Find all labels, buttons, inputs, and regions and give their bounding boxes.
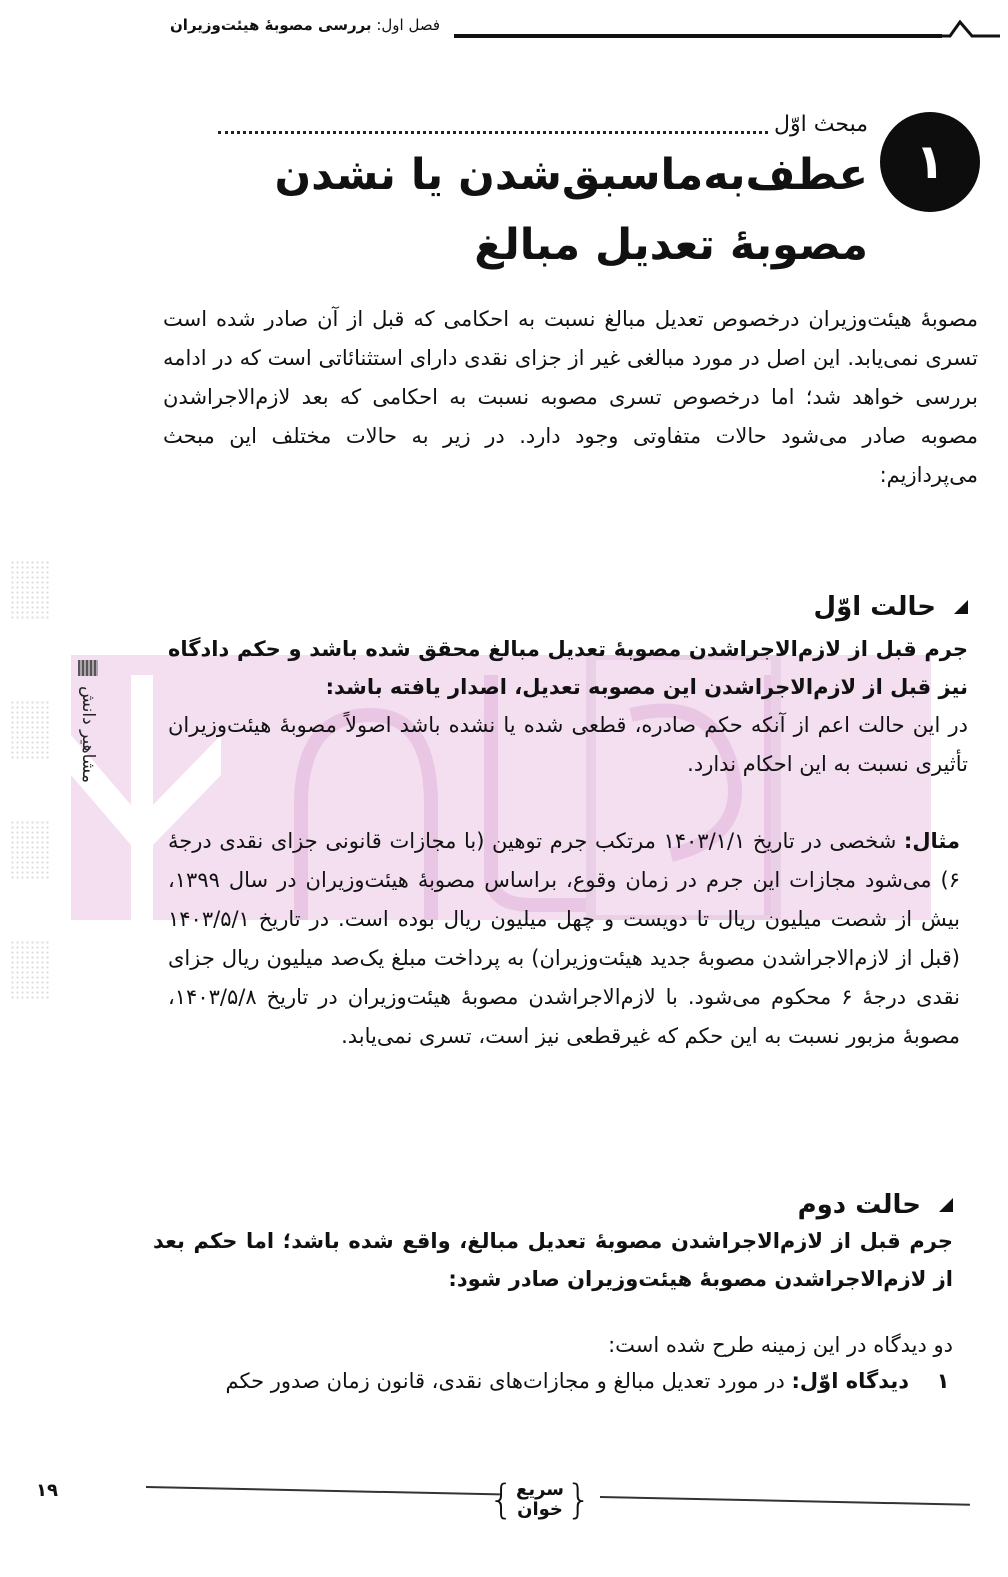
case-condition: جرم قبل از لازم‌الاجراشدن مصوبهٔ تعدیل مبالغ محقق شده باشد و حکم دادگاه نیز قبل از لازم‌الاجراشدن این مصوبه تعدیل، اصدار یافته باشد:	[168, 637, 968, 699]
section-number-badge	[880, 112, 980, 212]
brand-logo	[490, 1470, 590, 1530]
brand-line-2: خوان	[517, 1499, 563, 1520]
section-kicker	[218, 112, 868, 137]
triangle-bullet-icon	[939, 1198, 953, 1212]
brace-right-icon: }	[565, 1477, 592, 1523]
running-header	[170, 14, 1000, 44]
case-heading-label: حالت اوّل	[813, 592, 936, 622]
viewpoint-label: دیدگاه اوّل:	[791, 1369, 909, 1393]
scan-noise	[10, 700, 50, 760]
section-kicker-label: مبحث اوّل	[774, 112, 868, 137]
viewpoint-number: ۱	[936, 1369, 950, 1393]
scan-noise	[10, 820, 50, 880]
header-peak-ornament	[940, 20, 1000, 40]
scan-noise	[10, 940, 50, 1000]
section-title: عطف‌به‌ماسبق‌شدن یا نشدن مصوبهٔ تعدیل مبالغ	[274, 150, 868, 270]
viewpoints-intro: دو دیدگاه در این زمینه طرح شده است:	[608, 1333, 953, 1357]
brace-left-icon: {	[488, 1477, 515, 1523]
chapter-title: بررسی مصوبهٔ هیئت‌وزیران	[170, 16, 372, 34]
brand-line-1: سریع	[516, 1479, 564, 1500]
footer-rule-left	[146, 1486, 500, 1495]
viewpoint-text: در مورد تعدیل مبالغ و مجازات‌های نقدی، قانون زمان صدور حکم	[225, 1369, 785, 1393]
intro-paragraph: مصوبهٔ هیئت‌وزیران درخصوص تعدیل مبالغ نسبت به احکامی که قبل از آن صادر شده است تسری نمی‌یابد. این اصل در مورد مبالغی غیر از جزای نقدی دارای استثنائاتی است که در ادامه بررسی خواهد شد؛ اما درخصوص تسری مصوبه نسبت به احکامی که بعد لازم‌الاجراشدن مصوبه صادر می‌شود حالات متفاوتی وجود دارد. در زیر به حالات مختلف این مبحث می‌پردازیم:	[163, 307, 978, 487]
watermark-side-label	[74, 660, 102, 880]
page-footer	[0, 1470, 1008, 1540]
case-heading-first	[814, 592, 968, 622]
watermark-brand-text: مشاهیر دانش	[78, 686, 98, 784]
case-heading-label: حالت دوم	[797, 1190, 921, 1220]
dotted-leader	[218, 121, 768, 134]
triangle-bullet-icon	[954, 600, 968, 614]
example-paragraph	[168, 822, 960, 1056]
qr-code-icon	[78, 660, 98, 676]
case-condition: جرم قبل از لازم‌الاجراشدن مصوبهٔ تعدیل مبالغ، واقع شده باشد؛ اما حکم بعد از لازم‌الاجراشدن مصوبهٔ هیئت‌وزیران صادر شود:	[153, 1229, 953, 1291]
scan-noise	[10, 560, 50, 620]
example-label: مثال:	[903, 829, 961, 853]
page-number: ۱۹	[36, 1480, 58, 1501]
example-text: شخصی در تاریخ ۱۴۰۳/۱/۱ مرتکب جرم توهین (با مجازات قانونی جزای نقدی درجهٔ ۶) می‌شود مجازات این جرم در زمان وقوع، براساس مصوبهٔ هیئت‌وزیران در سال ۱۳۹۹، بیش از شصت میلیون ریال تا دویست و چهل میلیون ریال بوده است. در تاریخ ۱۴۰۳/۵/۱ (قبل از لازم‌الاجراشدن مصوبهٔ جدید هیئت‌وزیران) به پرداخت مبلغ یک‌صد میلیون ریال جزای نقدی درجهٔ ۶ محکوم می‌شود. با لازم‌الاجراشدن مصوبهٔ هیئت‌وزیران در تاریخ ۱۴۰۳/۵/۸، مصوبهٔ مزبور نسبت به این حکم که غیرقطعی نیز است، تسری نمی‌یابد.	[168, 829, 961, 1048]
brand-logo-text	[516, 1480, 564, 1520]
chapter-header	[170, 16, 440, 34]
case-body: در این حالت اعم از آنکه حکم صادره، قطعی شده یا نشده باشد اصولاً مصوبهٔ هیئت‌وزیران تأثیری نسبت به این احکام ندارد.	[168, 713, 968, 776]
viewpoint-item	[133, 1362, 953, 1401]
footer-rule-right	[600, 1496, 970, 1506]
section-number: ۱	[915, 134, 945, 190]
case-heading-second	[798, 1190, 953, 1220]
header-rule	[454, 34, 942, 38]
chapter-label: فصل اول:	[376, 16, 441, 34]
